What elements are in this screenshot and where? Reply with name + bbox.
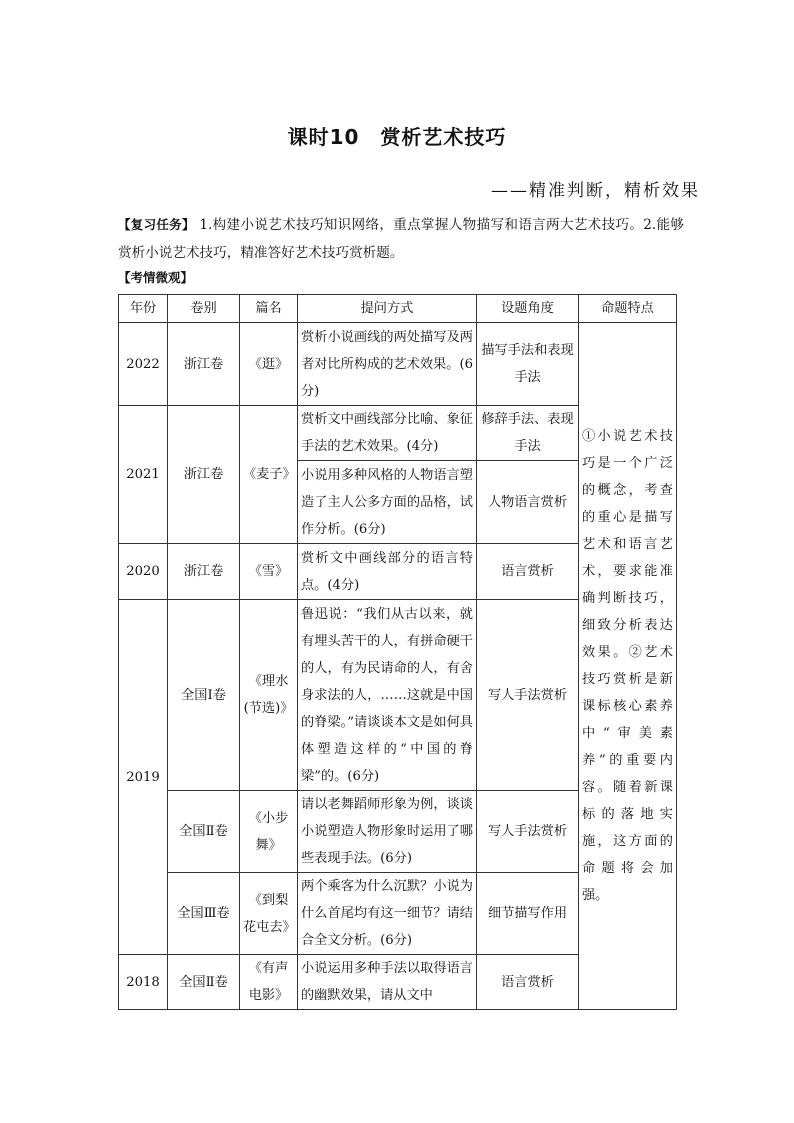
year-cell: 2019 (119, 600, 168, 955)
year-cell: 2018 (119, 955, 168, 1010)
title-cell: 《小步舞》 (240, 791, 298, 873)
lesson-subtitle: ——精准判断，精析效果 (491, 181, 700, 201)
question-cell: 鲁迅说：“我们从古以来，就有埋头苦干的人，有拼命硬干的人，有为民请命的人，有舍身求法的人，……这就是中国的脊梁。”请谈谈本文是如何具体塑造这样的“中国的脊梁”的。(6分) (298, 600, 477, 791)
question-cell: 赏析文中画线部分比喻、象征手法的艺术效果。(4分) (298, 406, 477, 461)
year-cell: 2020 (119, 544, 168, 600)
angle-cell: 修辞手法、表现手法 (477, 406, 579, 461)
question-cell: 小说用多种风格的人物语言塑造了主人公多方面的品格，试作分析。(6分) (298, 461, 477, 544)
title-cell: 《到梨花屯去》 (240, 873, 298, 955)
feature-cell: ①小说艺术技巧是一个广泛的概念，考查的重心是描写艺术和语言艺术，要求能准确判断技巧，细致分析表达效果。②艺术技巧赏析是新课标核心素养中“审美素养”的重要内容。随着新课标的落地实施，这方面的命题将会加强。 (579, 323, 677, 1010)
paper-cell: 浙江卷 (168, 406, 240, 544)
angle-cell: 语言赏析 (477, 955, 579, 1010)
lesson-title: 课时10 赏析艺术技巧 (287, 125, 507, 149)
header-question: 提问方式 (298, 295, 477, 323)
year-cell: 2021 (119, 406, 168, 544)
angle-cell: 人物语言赏析 (477, 461, 579, 544)
exam-analysis-heading: 【考情微观】 (118, 270, 194, 285)
question-cell: 两个乘客为什么沉默？小说为什么首尾均有这一细节？请结合全文分析。(6分) (298, 873, 477, 955)
table-header-row (119, 295, 677, 323)
paper-cell: 浙江卷 (168, 544, 240, 600)
paper-cell: 全国Ⅲ卷 (168, 873, 240, 955)
paper-cell: 全国Ⅱ卷 (168, 955, 240, 1010)
title-cell: 《逛》 (240, 323, 298, 406)
review-task-tag: 【复习任务】 (118, 217, 195, 232)
angle-cell: 语言赏析 (477, 544, 579, 600)
question-cell: 小说运用多种手法以取得语言的幽默效果，请从文中 (298, 955, 477, 1010)
header-paper: 卷别 (168, 295, 240, 323)
year-cell: 2022 (119, 323, 168, 406)
angle-cell: 描写手法和表现手法 (477, 323, 579, 406)
title-cell: 《有声电影》 (240, 955, 298, 1010)
review-task (118, 211, 684, 267)
question-cell: 赏析文中画线部分的语言特点。(4分) (298, 544, 477, 600)
review-task-text: 1.构建小说艺术技巧知识网络，重点掌握人物描写和语言两大艺术技巧。2.能够赏析小说艺术技巧，精准答好艺术技巧赏析题。 (118, 217, 684, 261)
exam-analysis-table (118, 294, 677, 1010)
paper-cell: 浙江卷 (168, 323, 240, 406)
title-cell: 《理水(节选)》 (240, 600, 298, 791)
title-cell: 《麦子》 (240, 406, 298, 544)
angle-cell: 细节描写作用 (477, 873, 579, 955)
angle-cell: 写人手法赏析 (477, 791, 579, 873)
question-cell: 赏析小说画线的两处描写及两者对比所构成的艺术效果。(6分) (298, 323, 477, 406)
table-row (119, 323, 677, 406)
title-cell: 《雪》 (240, 544, 298, 600)
paper-cell: 全国Ⅰ卷 (168, 600, 240, 791)
paper-cell: 全国Ⅱ卷 (168, 791, 240, 873)
angle-cell: 写人手法赏析 (477, 600, 579, 791)
header-title: 篇名 (240, 295, 298, 323)
header-year: 年份 (119, 295, 168, 323)
header-angle: 设题角度 (477, 295, 579, 323)
header-feature: 命题特点 (579, 295, 677, 323)
question-cell: 请以老舞蹈师形象为例，谈谈小说塑造人物形象时运用了哪些表现手法。(6分) (298, 791, 477, 873)
